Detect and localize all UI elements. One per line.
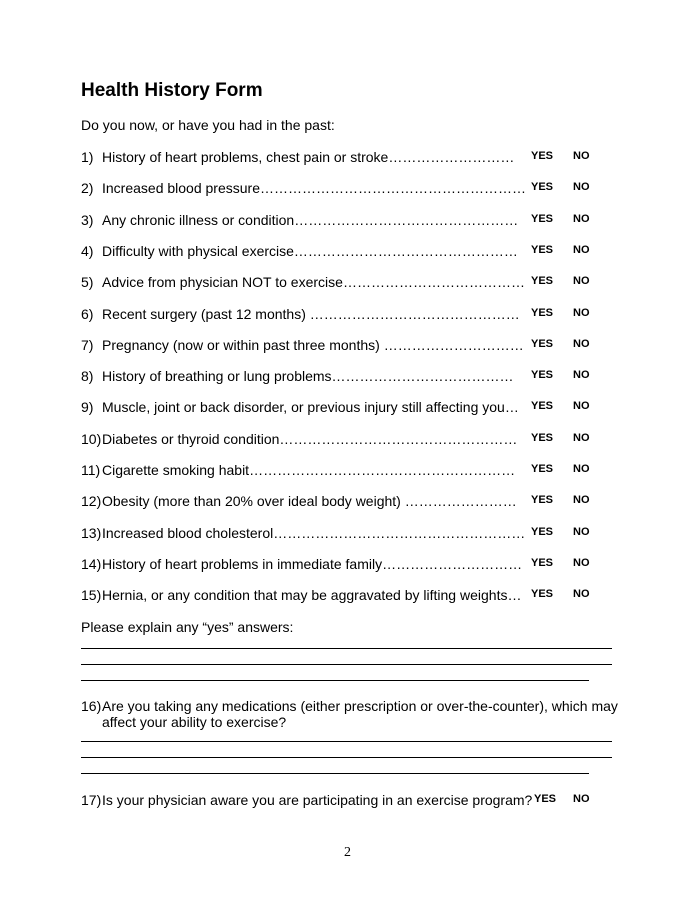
yes-option[interactable]: YES (531, 243, 554, 256)
question-7 (81, 337, 621, 357)
yes-option[interactable]: YES (531, 150, 554, 162)
yes-option[interactable]: YES (534, 793, 557, 805)
question-12 (81, 493, 621, 513)
question-number: 9) (81, 399, 94, 416)
question-2 (81, 180, 621, 200)
answer-line[interactable] (81, 664, 612, 665)
question-text: Hernia, or any condition that may be aggravated by lifting weights… (102, 587, 522, 604)
question-4 (81, 243, 621, 263)
intro-text: Do you now, or have you had in the past: (81, 117, 335, 133)
question-number: 13) (81, 524, 102, 541)
yes-option[interactable]: YES (531, 525, 554, 538)
no-option[interactable]: NO (573, 494, 590, 507)
yes-option[interactable]: YES (531, 275, 554, 288)
yes-option[interactable]: YES (531, 306, 554, 319)
no-option[interactable]: NO (573, 793, 590, 805)
question-text: History of breathing or lung problems………………………………… (102, 368, 514, 385)
question-text: Diabetes or thyroid condition…………………………………………… (102, 430, 518, 447)
no-option[interactable]: NO (573, 369, 590, 382)
question-9 (81, 399, 621, 419)
question-13 (81, 525, 621, 545)
no-option[interactable]: NO (573, 243, 590, 256)
question-6 (81, 306, 621, 326)
yes-option[interactable]: YES (531, 463, 554, 475)
page-number: 2 (344, 845, 351, 860)
question-number: 10) (81, 430, 102, 447)
question-10 (81, 431, 621, 451)
answer-line[interactable] (81, 648, 612, 649)
answer-line[interactable] (81, 741, 612, 742)
yes-option[interactable]: YES (531, 494, 554, 507)
question-number: 17) (81, 792, 102, 808)
question-number: 16) (81, 698, 102, 714)
question-text: Muscle, joint or back disorder, or previous injury still affecting you… (102, 399, 519, 416)
question-number: 2) (81, 180, 94, 197)
yes-option[interactable]: YES (531, 400, 554, 413)
no-option[interactable]: NO (573, 306, 590, 319)
no-option[interactable]: NO (573, 212, 590, 225)
no-option[interactable]: NO (573, 525, 590, 538)
question-3 (81, 212, 621, 232)
yes-option[interactable]: YES (531, 431, 554, 444)
no-option[interactable]: NO (573, 400, 590, 413)
question-number: 1) (81, 149, 94, 165)
question-text: Difficulty with physical exercise………………………………………… (102, 242, 518, 259)
no-option[interactable]: NO (573, 275, 590, 288)
yes-option[interactable]: YES (531, 337, 554, 350)
no-option[interactable]: NO (573, 588, 590, 601)
no-option[interactable]: NO (573, 337, 590, 350)
question-text: History of heart problems in immediate family………………………… (102, 555, 523, 572)
no-option[interactable]: NO (573, 181, 590, 194)
yes-option[interactable]: YES (531, 212, 554, 225)
question-5 (81, 274, 621, 294)
question-number: 5) (81, 274, 94, 291)
explain-label: Please explain any “yes” answers: (81, 619, 294, 635)
question-number: 3) (81, 211, 94, 228)
no-option[interactable]: NO (573, 463, 590, 475)
answer-line[interactable] (81, 773, 589, 774)
question-14 (81, 556, 621, 576)
question-15 (81, 587, 621, 607)
yes-option[interactable]: YES (531, 181, 554, 194)
question-text: Increased blood cholesterol……………………………………………… (102, 524, 526, 541)
yes-option[interactable]: YES (531, 369, 554, 382)
question-text: Any chronic illness or condition………………………………………… (102, 211, 519, 228)
question-number: 11) (81, 462, 101, 478)
question-text: Is your physician aware you are participating in an exercise program? (102, 792, 533, 808)
answer-line[interactable] (81, 680, 589, 681)
question-text: History of heart problems, chest pain or stroke……………………… (102, 149, 515, 165)
question-number: 14) (81, 555, 102, 572)
question-text: Pregnancy (now or within past three months) ………………………… (102, 336, 524, 353)
page-title: Health History Form (81, 80, 263, 101)
no-option[interactable]: NO (573, 431, 590, 444)
question-number: 12) (81, 493, 102, 510)
question-text: Cigarette smoking habit………………………………………………… (102, 462, 516, 478)
question-11 (81, 462, 621, 482)
question-number: 8) (81, 368, 94, 385)
question-8 (81, 368, 621, 388)
question-text: Increased blood pressure………………………………………………… (102, 180, 526, 197)
question-text: Recent surgery (past 12 months) ……………………………………… (102, 305, 520, 322)
question-number: 4) (81, 242, 94, 259)
no-option[interactable]: NO (573, 150, 590, 162)
yes-option[interactable]: YES (531, 588, 554, 601)
question-text: Are you taking any medications (either prescription or over-the-counter), which may affect your ability to exercise? (102, 698, 618, 730)
answer-line[interactable] (81, 757, 612, 758)
question-1 (81, 149, 621, 169)
question-number: 15) (81, 587, 102, 604)
question-text: Advice from physician NOT to exercise………………………………… (102, 274, 525, 291)
question-text: Obesity (more than 20% over ideal body weight) …………………… (102, 493, 517, 510)
question-number: 7) (81, 336, 94, 353)
question-number: 6) (81, 305, 94, 322)
no-option[interactable]: NO (573, 556, 590, 569)
yes-option[interactable]: YES (531, 556, 554, 569)
question-17 (81, 792, 621, 812)
